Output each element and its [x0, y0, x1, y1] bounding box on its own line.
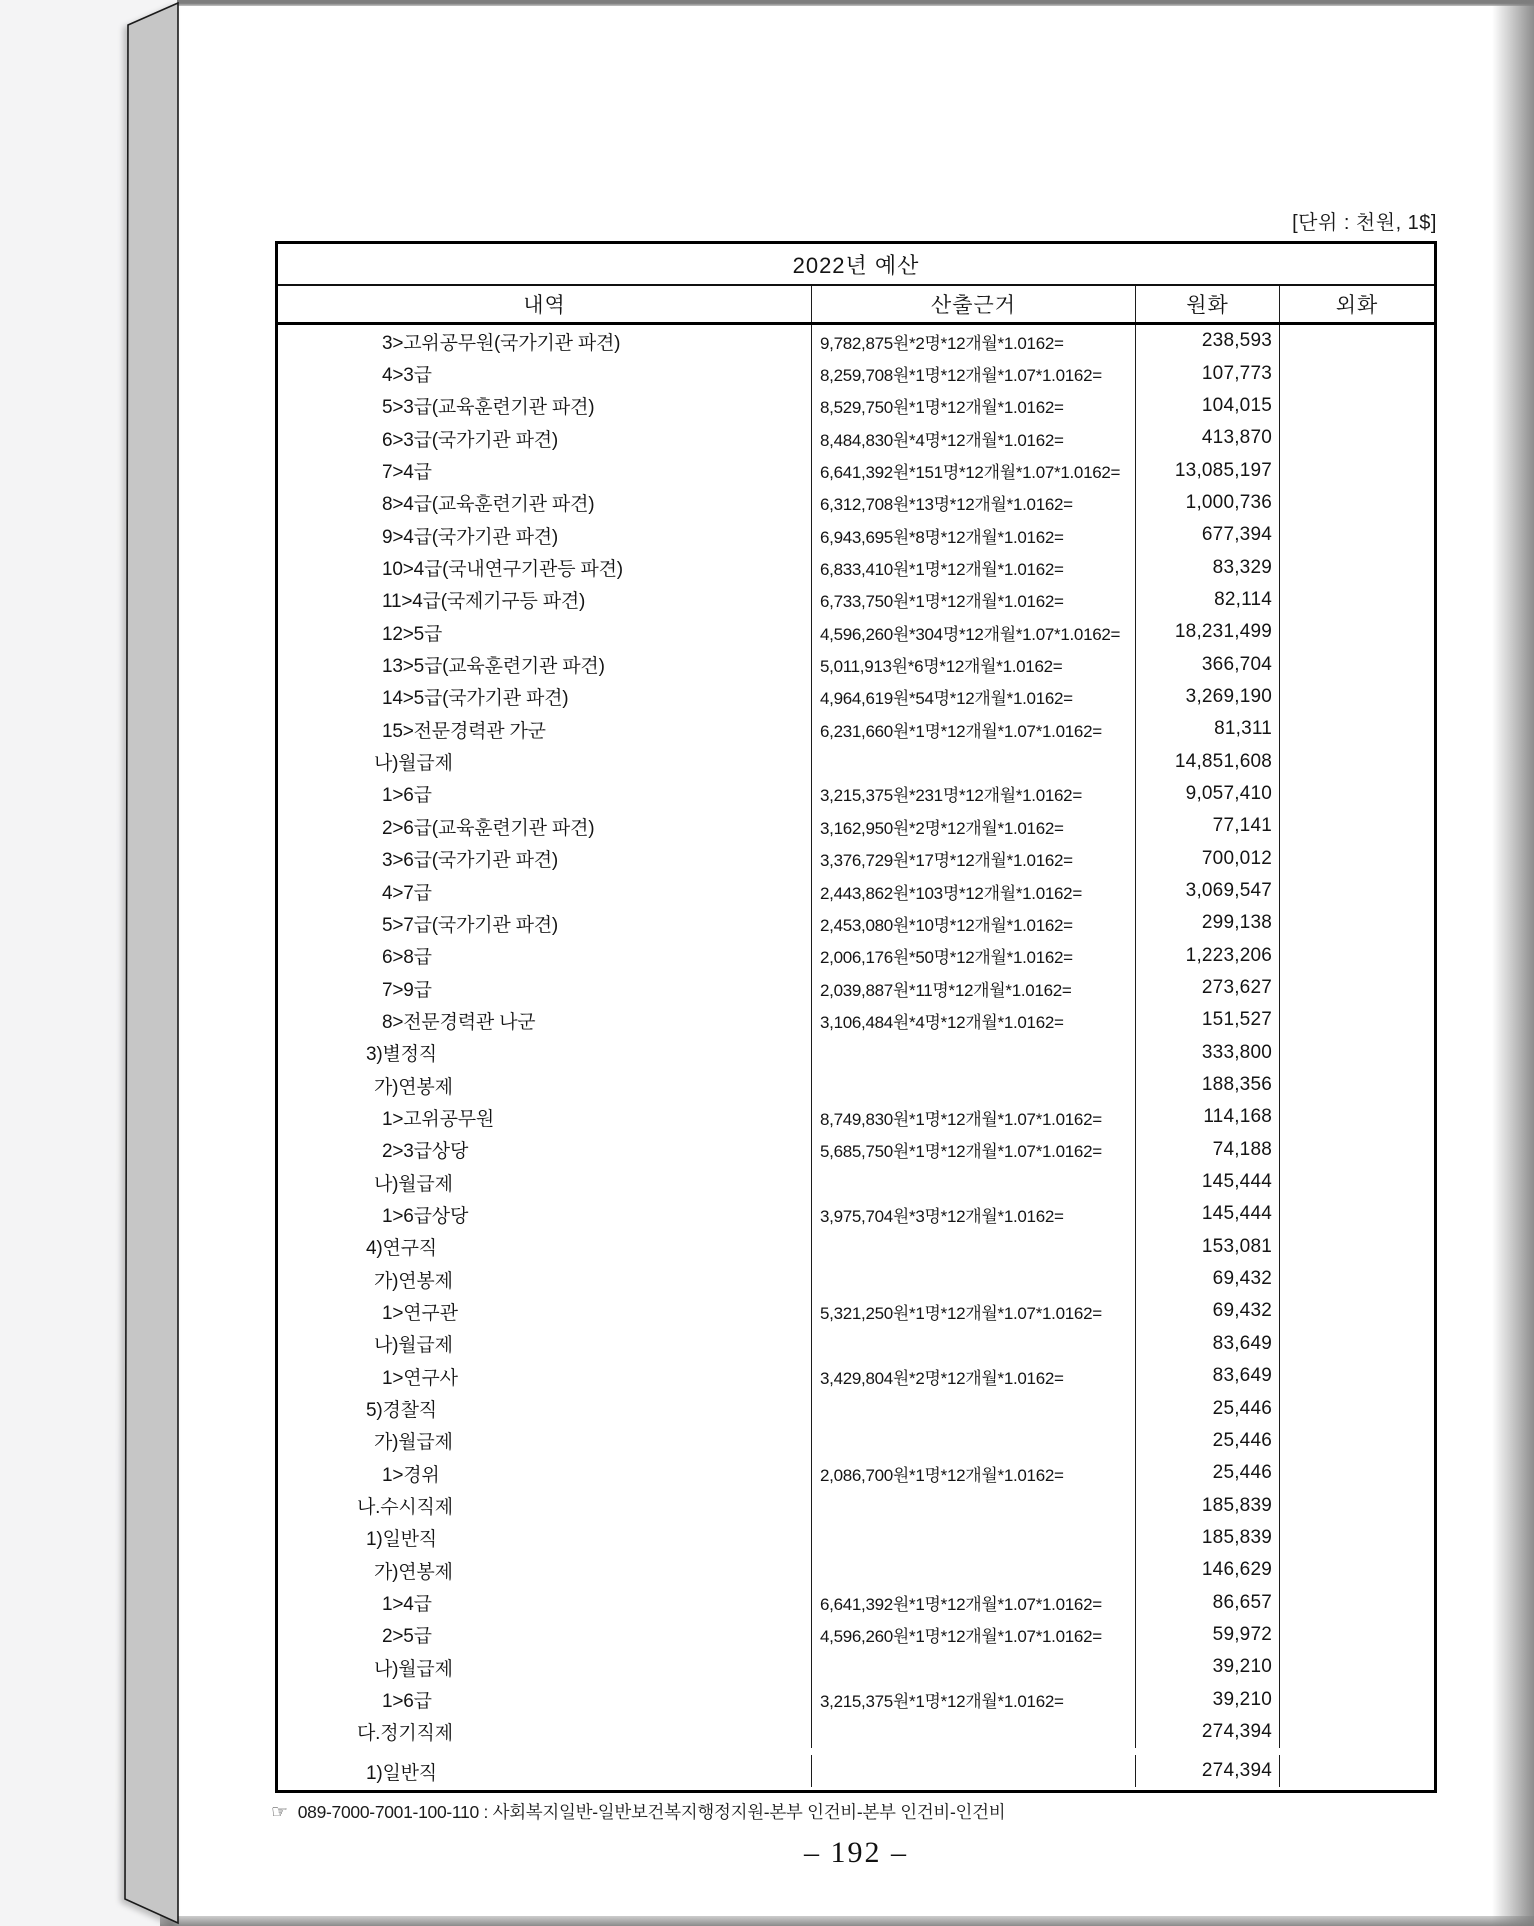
basis-cell: 6,231,660원*1명*12개월*1.07*1.0162=: [812, 713, 1136, 745]
table-row: [278, 1263, 1434, 1295]
fx-cell: [1280, 325, 1434, 357]
col-header-basis: 산출근거: [812, 286, 1136, 322]
item-cell: 9>4급(국가기관 파견): [278, 519, 812, 551]
table-row: [278, 1069, 1434, 1101]
table-row: [278, 972, 1434, 1004]
table-row: [278, 1360, 1434, 1392]
fx-cell: [1280, 1554, 1434, 1586]
basis-cell: [812, 1166, 1136, 1198]
basis-cell: 2,006,176원*50명*12개월*1.0162=: [812, 940, 1136, 972]
table-row: [278, 1457, 1434, 1489]
fx-cell: [1280, 1651, 1434, 1683]
fx-cell: [1280, 1198, 1434, 1230]
basis-cell: 3,162,950원*2명*12개월*1.0162=: [812, 810, 1136, 842]
item-cell: 2>3급상당: [278, 1134, 812, 1166]
budget-table: [275, 241, 1437, 1793]
item-cell: 3>6급(국가기관 파견): [278, 843, 812, 875]
table-row: [278, 1716, 1434, 1748]
item-cell: 4>7급: [278, 875, 812, 907]
page-top-edge: [177, 0, 1534, 6]
item-cell: 1>4급: [278, 1586, 812, 1618]
table-row: [278, 1619, 1434, 1651]
fx-cell: [1280, 1457, 1434, 1489]
item-cell: 11>4급(국제기구등 파견): [278, 584, 812, 616]
basis-cell: 9,782,875원*2명*12개월*1.0162=: [812, 325, 1136, 357]
fx-cell: [1280, 745, 1434, 777]
fx-cell: [1280, 454, 1434, 486]
fx-cell: [1280, 843, 1434, 875]
krw-cell: 299,138: [1136, 907, 1280, 939]
basis-cell: 5,011,913원*6명*12개월*1.0162=: [812, 648, 1136, 680]
fx-cell: [1280, 778, 1434, 810]
fx-cell: [1280, 357, 1434, 389]
item-cell: 12>5급: [278, 616, 812, 648]
basis-cell: 3,215,375원*231명*12개월*1.0162=: [812, 778, 1136, 810]
krw-cell: 69,432: [1136, 1295, 1280, 1327]
fx-cell: [1280, 1755, 1434, 1787]
fx-cell: [1280, 1037, 1434, 1069]
fx-cell: [1280, 1231, 1434, 1263]
table-row: [278, 1392, 1434, 1424]
krw-cell: 81,311: [1136, 713, 1280, 745]
krw-cell: 1,223,206: [1136, 940, 1280, 972]
krw-cell: 86,657: [1136, 1586, 1280, 1618]
table-row: [278, 907, 1434, 939]
fx-cell: [1280, 810, 1434, 842]
fx-cell: [1280, 1328, 1434, 1360]
basis-cell: 5,685,750원*1명*12개월*1.07*1.0162=: [812, 1134, 1136, 1166]
basis-cell: [812, 1425, 1136, 1457]
table-body: [278, 325, 1434, 1787]
item-cell: 4)연구직: [278, 1231, 812, 1263]
basis-cell: 4,596,260원*304명*12개월*1.07*1.0162=: [812, 616, 1136, 648]
fx-cell: [1280, 907, 1434, 939]
item-cell: 5>3급(교육훈련기관 파견): [278, 390, 812, 422]
basis-cell: 4,596,260원*1명*12개월*1.07*1.0162=: [812, 1619, 1136, 1651]
krw-cell: 83,329: [1136, 551, 1280, 583]
krw-cell: 153,081: [1136, 1231, 1280, 1263]
table-title: 2022년 예산: [278, 244, 1434, 286]
basis-cell: 2,039,887원*11명*12개월*1.0162=: [812, 972, 1136, 1004]
fx-cell: [1280, 713, 1434, 745]
krw-cell: 9,057,410: [1136, 778, 1280, 810]
fx-cell: [1280, 648, 1434, 680]
basis-cell: 2,443,862원*103명*12개월*1.0162=: [812, 875, 1136, 907]
fx-cell: [1280, 390, 1434, 422]
item-cell: 1)일반직: [278, 1755, 812, 1787]
basis-cell: 3,215,375원*1명*12개월*1.0162=: [812, 1683, 1136, 1715]
krw-cell: 69,432: [1136, 1263, 1280, 1295]
item-cell: 8>전문경력관 나군: [278, 1004, 812, 1036]
fx-cell: [1280, 875, 1434, 907]
fx-cell: [1280, 972, 1434, 1004]
item-cell: 5)경찰직: [278, 1392, 812, 1424]
item-cell: 나)월급제: [278, 745, 812, 777]
table-row: [278, 1037, 1434, 1069]
item-cell: 6>3급(국가기관 파견): [278, 422, 812, 454]
col-header-item: 내역: [278, 286, 812, 322]
basis-cell: [812, 1069, 1136, 1101]
table-row: [278, 1425, 1434, 1457]
table-header-row: [278, 286, 1434, 325]
fx-cell: [1280, 1716, 1434, 1748]
item-cell: 5>7급(국가기관 파견): [278, 907, 812, 939]
table-row: [278, 681, 1434, 713]
table-row: [278, 648, 1434, 680]
basis-cell: 2,086,700원*1명*12개월*1.0162=: [812, 1457, 1136, 1489]
fx-cell: [1280, 584, 1434, 616]
table-row: [278, 1328, 1434, 1360]
item-cell: 가)연봉제: [278, 1554, 812, 1586]
krw-cell: 74,188: [1136, 1134, 1280, 1166]
item-cell: 6>8급: [278, 940, 812, 972]
table-row: [278, 940, 1434, 972]
table-row: [278, 875, 1434, 907]
item-cell: 1>6급: [278, 1683, 812, 1715]
krw-cell: 25,446: [1136, 1425, 1280, 1457]
fx-cell: [1280, 1101, 1434, 1133]
item-cell: 14>5급(국가기관 파견): [278, 681, 812, 713]
item-cell: 3)별정직: [278, 1037, 812, 1069]
table-row: [278, 1586, 1434, 1618]
table-row: [278, 325, 1434, 357]
basis-cell: 3,106,484원*4명*12개월*1.0162=: [812, 1004, 1136, 1036]
table-row: [278, 1489, 1434, 1521]
krw-cell: 145,444: [1136, 1198, 1280, 1230]
fx-cell: [1280, 1683, 1434, 1715]
table-row: [278, 422, 1434, 454]
krw-cell: 274,394: [1136, 1755, 1280, 1787]
item-cell: 나)월급제: [278, 1166, 812, 1198]
krw-cell: 18,231,499: [1136, 616, 1280, 648]
basis-cell: [812, 1554, 1136, 1586]
table-row: [278, 1134, 1434, 1166]
fx-cell: [1280, 422, 1434, 454]
item-cell: 3>고위공무원(국가기관 파견): [278, 325, 812, 357]
table-row: [278, 519, 1434, 551]
fx-cell: [1280, 551, 1434, 583]
basis-cell: [812, 1522, 1136, 1554]
krw-cell: 273,627: [1136, 972, 1280, 1004]
fx-cell: [1280, 681, 1434, 713]
krw-cell: 700,012: [1136, 843, 1280, 875]
basis-cell: 2,453,080원*10명*12개월*1.0162=: [812, 907, 1136, 939]
book-spine-edge: [0, 0, 200, 1926]
table-row: [278, 454, 1434, 486]
table-row: [278, 1198, 1434, 1230]
fx-cell: [1280, 1263, 1434, 1295]
table-row: [278, 843, 1434, 875]
footnote-text: 089-7000-7001-100-110 : 사회복지일반-일반보건복지행정지원-본부 인건비-본부 인건비-인건비: [297, 1802, 1006, 1822]
krw-cell: 13,085,197: [1136, 454, 1280, 486]
basis-cell: 8,749,830원*1명*12개월*1.07*1.0162=: [812, 1101, 1136, 1133]
item-cell: 4>3급: [278, 357, 812, 389]
item-cell: 나.수시직제: [278, 1489, 812, 1521]
table-row: [278, 1554, 1434, 1586]
table-row: [278, 551, 1434, 583]
krw-cell: 146,629: [1136, 1554, 1280, 1586]
krw-cell: 145,444: [1136, 1166, 1280, 1198]
krw-cell: 151,527: [1136, 1004, 1280, 1036]
fx-cell: [1280, 1360, 1434, 1392]
krw-cell: 83,649: [1136, 1360, 1280, 1392]
item-cell: 1)일반직: [278, 1522, 812, 1554]
basis-cell: 3,376,729원*17명*12개월*1.0162=: [812, 843, 1136, 875]
basis-cell: 6,641,392원*1명*12개월*1.07*1.0162=: [812, 1586, 1136, 1618]
fx-cell: [1280, 1295, 1434, 1327]
pointing-hand-icon: ☞: [271, 1802, 288, 1823]
basis-cell: 8,484,830원*4명*12개월*1.0162=: [812, 422, 1136, 454]
fx-cell: [1280, 487, 1434, 519]
basis-cell: 3,429,804원*2명*12개월*1.0162=: [812, 1360, 1136, 1392]
item-cell: 13>5급(교육훈련기관 파견): [278, 648, 812, 680]
item-cell: 가)연봉제: [278, 1263, 812, 1295]
table-row: [278, 778, 1434, 810]
krw-cell: 83,649: [1136, 1328, 1280, 1360]
item-cell: 1>6급상당: [278, 1198, 812, 1230]
krw-cell: 333,800: [1136, 1037, 1280, 1069]
basis-cell: [812, 1716, 1136, 1748]
fx-cell: [1280, 1489, 1434, 1521]
fx-cell: [1280, 1069, 1434, 1101]
krw-cell: 39,210: [1136, 1651, 1280, 1683]
fx-cell: [1280, 1134, 1434, 1166]
basis-cell: 5,321,250원*1명*12개월*1.07*1.0162=: [812, 1295, 1136, 1327]
fx-cell: [1280, 1392, 1434, 1424]
item-cell: 1>6급: [278, 778, 812, 810]
table-row: [278, 1004, 1434, 1036]
fx-cell: [1280, 1619, 1434, 1651]
table-row: [278, 713, 1434, 745]
basis-cell: 3,975,704원*3명*12개월*1.0162=: [812, 1198, 1136, 1230]
basis-cell: 6,733,750원*1명*12개월*1.0162=: [812, 584, 1136, 616]
table-row: [278, 1231, 1434, 1263]
krw-cell: 107,773: [1136, 357, 1280, 389]
table-row: [278, 487, 1434, 519]
krw-cell: 413,870: [1136, 422, 1280, 454]
krw-cell: 238,593: [1136, 325, 1280, 357]
col-header-krw: 원화: [1136, 286, 1280, 322]
krw-cell: 366,704: [1136, 648, 1280, 680]
item-cell: 가)연봉제: [278, 1069, 812, 1101]
table-row: [278, 1166, 1434, 1198]
table-row: [278, 584, 1434, 616]
basis-cell: 6,641,392원*151명*12개월*1.07*1.0162=: [812, 454, 1136, 486]
item-cell: 1>연구관: [278, 1295, 812, 1327]
page-bottom-edge: [160, 1916, 1534, 1926]
fx-cell: [1280, 519, 1434, 551]
krw-cell: 82,114: [1136, 584, 1280, 616]
fx-cell: [1280, 616, 1434, 648]
basis-cell: 6,943,695원*8명*12개월*1.0162=: [812, 519, 1136, 551]
basis-cell: 8,259,708원*1명*12개월*1.07*1.0162=: [812, 357, 1136, 389]
item-cell: 1>고위공무원: [278, 1101, 812, 1133]
basis-cell: 4,964,619원*54명*12개월*1.0162=: [812, 681, 1136, 713]
krw-cell: 185,839: [1136, 1522, 1280, 1554]
basis-cell: [812, 1489, 1136, 1521]
basis-cell: 6,833,410원*1명*12개월*1.0162=: [812, 551, 1136, 583]
krw-cell: 1,000,736: [1136, 487, 1280, 519]
item-cell: 1>연구사: [278, 1360, 812, 1392]
fx-cell: [1280, 1586, 1434, 1618]
table-row: [278, 357, 1434, 389]
krw-cell: 77,141: [1136, 810, 1280, 842]
krw-cell: 3,269,190: [1136, 681, 1280, 713]
table-row: [278, 1651, 1434, 1683]
fx-cell: [1280, 1425, 1434, 1457]
krw-cell: 25,446: [1136, 1457, 1280, 1489]
fx-cell: [1280, 1522, 1434, 1554]
krw-cell: 114,168: [1136, 1101, 1280, 1133]
fx-cell: [1280, 1004, 1434, 1036]
item-cell: 2>6급(교육훈련기관 파견): [278, 810, 812, 842]
table-row: [278, 1683, 1434, 1715]
krw-cell: 104,015: [1136, 390, 1280, 422]
fx-cell: [1280, 1166, 1434, 1198]
basis-cell: [812, 1651, 1136, 1683]
page-number: – 192 –: [804, 1836, 908, 1869]
unit-label: [단위 : 천원, 1$]: [1292, 212, 1437, 234]
krw-cell: 3,069,547: [1136, 875, 1280, 907]
item-cell: 1>경위: [278, 1457, 812, 1489]
krw-cell: 25,446: [1136, 1392, 1280, 1424]
table-row: [278, 1522, 1434, 1554]
table-row: [278, 390, 1434, 422]
basis-cell: [812, 1037, 1136, 1069]
krw-cell: 59,972: [1136, 1619, 1280, 1651]
krw-cell: 677,394: [1136, 519, 1280, 551]
basis-cell: [812, 1328, 1136, 1360]
basis-cell: [812, 1231, 1136, 1263]
table-row: [278, 1101, 1434, 1133]
krw-cell: 39,210: [1136, 1683, 1280, 1715]
item-cell: 나)월급제: [278, 1651, 812, 1683]
fx-cell: [1280, 940, 1434, 972]
table-row: [278, 1755, 1434, 1787]
col-header-fx: 외화: [1335, 294, 1379, 317]
table-row: [278, 745, 1434, 777]
footnote: [271, 1799, 1371, 1824]
basis-cell: 6,312,708원*13명*12개월*1.0162=: [812, 487, 1136, 519]
item-cell: 7>4급: [278, 454, 812, 486]
krw-cell: 188,356: [1136, 1069, 1280, 1101]
item-cell: 2>5급: [278, 1619, 812, 1651]
basis-cell: 8,529,750원*1명*12개월*1.0162=: [812, 390, 1136, 422]
basis-cell: [812, 1392, 1136, 1424]
item-cell: 8>4급(교육훈련기관 파견): [278, 487, 812, 519]
item-cell: 7>9급: [278, 972, 812, 1004]
basis-cell: [812, 745, 1136, 777]
krw-cell: 14,851,608: [1136, 745, 1280, 777]
table-row: [278, 616, 1434, 648]
item-cell: 15>전문경력관 가군: [278, 713, 812, 745]
krw-cell: 274,394: [1136, 1716, 1280, 1748]
table-row: [278, 1295, 1434, 1327]
item-cell: 10>4급(국내연구기관등 파견): [278, 551, 812, 583]
item-cell: 가)월급제: [278, 1425, 812, 1457]
basis-cell: [812, 1263, 1136, 1295]
table-row: [278, 810, 1434, 842]
basis-cell: [812, 1755, 1136, 1787]
item-cell: 나)월급제: [278, 1328, 812, 1360]
item-cell: 다.정기직제: [278, 1716, 812, 1748]
krw-cell: 185,839: [1136, 1489, 1280, 1521]
